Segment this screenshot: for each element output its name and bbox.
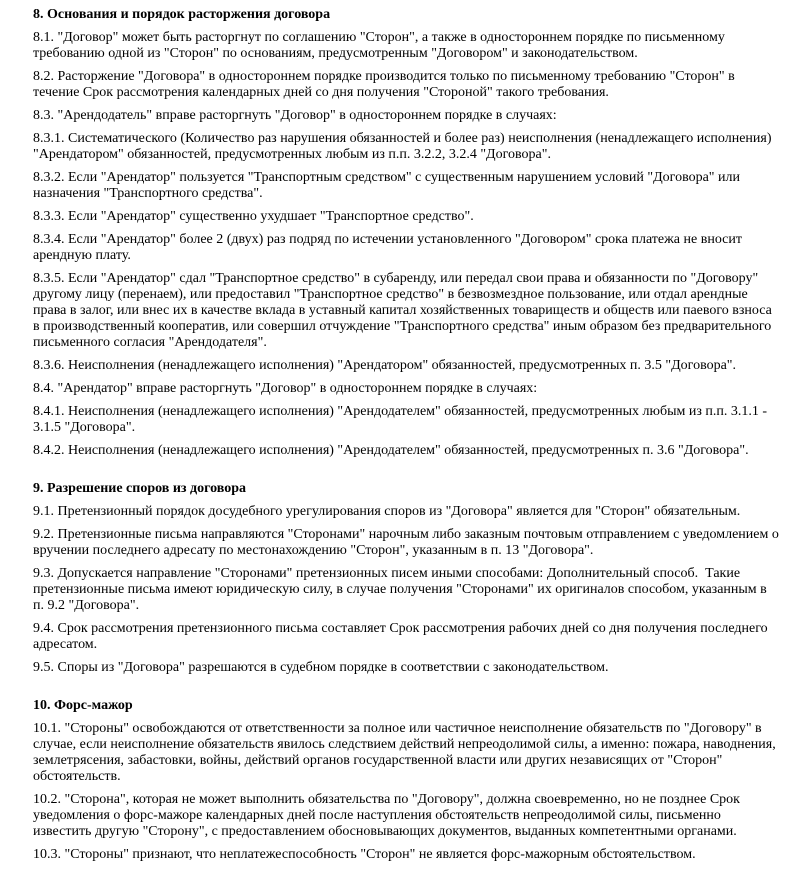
section-heading-10: 10. Форс-мажор <box>33 698 133 713</box>
clause-8-3-4: 8.3.4. Если "Арендатор" более 2 (двух) раз подряд по истечении установленного "Договором" срока платежа не вносит арендную плату. <box>33 232 746 263</box>
clause-8-3-1: 8.3.1. Систематического (Количество раз нарушения обязанностей и более раз) неисполнения (ненадлежащего исполнения) "Арендатором" обязанностей, предусмотренных любым из п.п. 3.2.2, 3.2.4 "Договора". <box>33 131 776 162</box>
section-force-majeure <box>33 698 781 863</box>
clause-10-2: 10.2. "Сторона", которая не может выполнить обязательства по "Договору", должна своевременно, но не позднее Срок уведомления о форс-мажоре календарных дней после наступления обстоятельств непреодолимой силы, письменно известить другую "Сторону", с предоставлением обосновывающих документов, выданных компетентными органами. <box>33 792 744 839</box>
clause-8-3-2: 8.3.2. Если "Арендатор" пользуется "Транспортным средством" с существенным нарушением условий "Договора" или назначения "Транспортного средства". <box>33 170 744 201</box>
section-heading-8: 8. Основания и порядок расторжения договора <box>33 7 331 22</box>
clause-9-2: 9.2. Претензионные письма направляются "Сторонами" нарочным либо заказным почтовым отправлением с уведомлением о вручении последнего адресату по местонахождению "Сторон", указанным в п. 13 "Договора". <box>33 527 783 558</box>
section-termination <box>33 7 781 459</box>
clause-8-2: 8.2. Расторжение "Договора" в одностороннем порядке производится только по письменному требованию "Сторон" в течение Срок рассмотрения календарных дней со дня получения "Стороной" такого требования. <box>33 69 739 100</box>
clause-9-4: 9.4. Срок рассмотрения претензионного письма составляет Срок рассмотрения рабочих дней со дня получения последнего адресатом. <box>33 621 772 652</box>
clause-10-3: 10.3. "Стороны" признают, что неплатежеспособность "Сторон" не является форс-мажорным обстоятельством. <box>33 847 696 862</box>
clause-8-1: 8.1. "Договор" может быть расторгнут по соглашению "Сторон", а также в одностороннем порядке по письменному требованию одной из "Сторон" по основаниям, предусмотренным "Договором" и законодательством. <box>33 30 729 61</box>
clause-9-5: 9.5. Споры из "Договора" разрешаются в судебном порядке в соответствии с законодательством. <box>33 660 609 675</box>
clause-9-3: 9.3. Допускается направление "Сторонами" претензионных писем иными способами: Дополнительный способ. Такие претензионные письма имеют юридическую силу, в случае получения "Сторонами" их оригиналов способом, указанным в п. 9.2 "Договора". <box>33 566 771 613</box>
section-heading-9: 9. Разрешение споров из договора <box>33 481 247 496</box>
clause-8-4-2: 8.4.2. Неисполнения (ненадлежащего исполнения) "Арендодателем" обязанностей, предусмотренных п. 3.6 "Договора". <box>33 443 749 458</box>
section-disputes <box>33 481 781 676</box>
clause-9-1: 9.1. Претензионный порядок досудебного урегулирования споров из "Договора" является для "Сторон" обязательным. <box>33 504 741 519</box>
clause-8-3: 8.3. "Арендодатель" вправе расторгнуть "Договор" в одностороннем порядке в случаях: <box>33 108 557 123</box>
clause-8-3-5: 8.3.5. Если "Арендатор" сдал "Транспортное средство" в субаренду, или передал свои права и обязанности по "Договору" другому лицу (перенаем), или предоставил "Транспортное средство" в безвозмездное пользование, или отдал арендные права в залог, или внес их в качестве вклада в уставный капитал хозяйственных товариществ и обществ или паевого взноса в производственный кооператив, или совершил отчуждение "Транспортного средства" иным образом без предварительного письменного согласия "Арендодателя". <box>33 271 776 350</box>
clause-8-4-1: 8.4.1. Неисполнения (ненадлежащего исполнения) "Арендодателем" обязанностей, предусмотренных любым из п.п. 3.1.1 - 3.1.5 "Договора". <box>33 404 771 435</box>
clause-8-3-6: 8.3.6. Неисполнения (ненадлежащего исполнения) "Арендатором" обязанностей, предусмотренных п. 3.5 "Договора". <box>33 358 737 373</box>
clause-8-4: 8.4. "Арендатор" вправе расторгнуть "Договор" в одностороннем порядке в случаях: <box>33 381 538 396</box>
clause-10-1: 10.1. "Стороны" освобождаются от ответственности за полное или частичное неисполнение обязательств по "Договору" в случае, если неисполнение обязательств явилось следствием действий непреодолимой силы, а именно: пожара, наводнения, землетрясения, забастовки, войны, действий органов государственной власти или других независящих от "Сторон" обстоятельств. <box>33 721 780 784</box>
clause-8-3-3: 8.3.3. Если "Арендатор" существенно ухудшает "Транспортное средство". <box>33 209 474 224</box>
